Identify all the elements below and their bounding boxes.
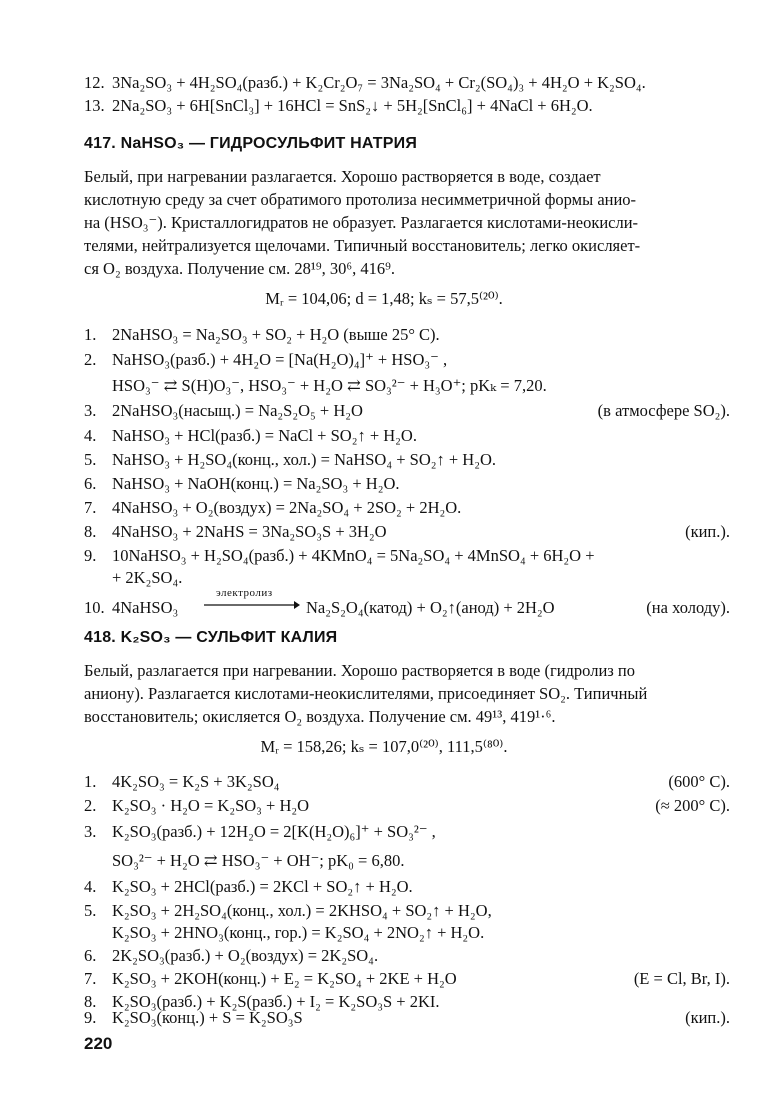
reaction-text: SO₃²⁻ + H₂O ⇄ HSO₃⁻ + OH⁻; pK₀ = 6,80. xyxy=(112,851,405,870)
reaction-text: K₂SO₃ + 2H₂SO₄(конц., хол.) = 2KHSO₄ + SO₂↑ + H₂O, xyxy=(112,901,492,920)
reaction-line xyxy=(0,324,768,346)
reaction-number: 4. xyxy=(84,426,97,445)
reaction-text: NaHSO₃ + H₂SO₄(конц., хол.) = NaHSO₄ + SO₂↑ + H₂O. xyxy=(112,450,497,469)
reaction-line xyxy=(0,521,768,543)
description-line xyxy=(0,235,768,257)
description-line xyxy=(0,166,768,188)
electrolysis-arrow xyxy=(202,587,300,620)
reaction-text: K₂SO₃(разб.) + K₂S(разб.) + I₂ = K₂SO₃S + 2KI. xyxy=(112,992,440,1011)
reaction-line xyxy=(0,900,768,922)
description-line xyxy=(0,660,768,682)
reaction-rhs: Na₂S₂O₄(катод) + O₂↑(анод) + 2H₂O xyxy=(306,598,555,617)
description-text: ся O₂ воздуха. Получение см. 28¹⁹, 30⁶, 416⁹. xyxy=(84,259,395,278)
reaction-line xyxy=(0,876,768,898)
reaction-number: 1. xyxy=(84,325,97,344)
reaction-line xyxy=(0,922,768,944)
reaction-text: 10NaHSO₃ + H₂SO₄(разб.) + 4KMnO₄ = 5Na₂SO₄ + 4MnSO₄ + 6H₂O + xyxy=(112,546,595,565)
description-text: аниону). Разлагается кислотами-неокислителями, присоединяет SO₂. Типичный xyxy=(84,684,648,703)
description-line xyxy=(0,189,768,211)
reaction-text: K₂SO₃ + 2HNO₃(конц., гор.) = K₂SO₄ + 2NO₂↑ + H₂O. xyxy=(112,923,485,942)
reaction-line xyxy=(0,850,768,872)
reaction-number: 8. xyxy=(84,522,97,541)
equation-line xyxy=(0,95,768,117)
reaction-text: 4NaHSO₃ + 2NaHS = 3Na₂SO₃S + 3H₂O xyxy=(112,522,387,541)
reaction-condition: (в атмосфере SO₂). xyxy=(597,401,730,420)
description-text: телями, нейтрализуется щелочами. Типичный восстановитель; легко окисляет- xyxy=(84,236,641,255)
reaction-line xyxy=(0,449,768,471)
reaction-number: 9. xyxy=(84,546,97,565)
reaction-text: K₂SO₃ + 2KOH(конц.) + E₂ = K₂SO₄ + 2KE + H₂O xyxy=(112,969,457,988)
reaction-number: 9. xyxy=(84,1008,97,1027)
properties-line: Mᵣ = 158,26; kₛ = 107,0⁽²⁰⁾, 111,5⁽⁸⁰⁾. xyxy=(260,737,508,756)
reaction-number: 10. xyxy=(84,598,105,617)
reaction-text: 4NaHSO₃ + O₂(воздух) = 2Na₂SO₄ + 2SO₂ + 2H₂O. xyxy=(112,498,462,517)
reaction-text: 2K₂SO₃(разб.) + O₂(воздух) = 2K₂SO₄. xyxy=(112,946,379,965)
reaction-number: 2. xyxy=(84,796,97,815)
reaction-number: 1. xyxy=(84,772,97,791)
description-text: Белый, при нагревании разлагается. Хорошо растворяется в воде, создает xyxy=(84,167,601,186)
reaction-condition: (600° C). xyxy=(668,772,730,791)
reaction-lhs: 4NaHSO₃ xyxy=(112,598,179,617)
reaction-line xyxy=(0,545,768,567)
right-arrow-icon xyxy=(202,590,300,620)
section-heading: 418. K₂SO₃ — СУЛЬФИТ КАЛИЯ xyxy=(84,629,338,646)
reaction-line xyxy=(0,821,768,843)
arrow-label: электролиз xyxy=(216,587,273,599)
reaction-line-electrolysis xyxy=(0,587,768,620)
reaction-line xyxy=(0,425,768,447)
description-text: на (HSO₃⁻). Кристаллогидратов не образует. Разлагается кислотами-неокисли- xyxy=(84,213,639,232)
equation-number: 13. xyxy=(84,96,105,115)
equation-number: 12. xyxy=(84,73,105,92)
page-number: 220 xyxy=(84,1034,113,1053)
reaction-condition: (≈ 200° C). xyxy=(655,796,730,815)
reaction-condition: (E = Cl, Br, I). xyxy=(633,969,730,988)
reaction-number: 5. xyxy=(84,450,97,469)
reaction-text: 2NaHSO₃ = Na₂SO₃ + SO₂ + H₂O (выше 25° C). xyxy=(112,325,440,344)
description-line xyxy=(0,706,768,728)
equation-text: 2Na₂SO₃ + 6H[SnCl₃] + 16HCl = SnS₂↓ + 5H₂[SnCl₆] + 4NaCl + 6H₂O. xyxy=(112,96,593,115)
reaction-condition: (кип.). xyxy=(685,1008,730,1027)
reaction-text: NaHSO₃(разб.) + 4H₂O = [Na(H₂O)₄]⁺ + HSO₃⁻ , xyxy=(112,350,448,369)
reaction-text: K₂SO₃(разб.) + 12H₂O = 2[K(H₂O)₆]⁺ + SO₃²⁻ , xyxy=(112,822,436,841)
equation-line xyxy=(0,72,768,94)
description-text: кислотную среду за счет обратимого протолиза несимметричной формы анио- xyxy=(84,190,637,209)
section-heading: 417. NaHSO₃ — ГИДРОСУЛЬФИТ НАТРИЯ xyxy=(84,135,418,152)
reaction-line xyxy=(0,473,768,495)
reaction-text: K₂SO₃ + 2HCl(разб.) = 2KCl + SO₂↑ + H₂O. xyxy=(112,877,413,896)
reaction-line xyxy=(0,968,768,990)
reaction-text: HSO₃⁻ ⇄ S(H)O₃⁻, HSO₃⁻ + H₂O ⇄ SO₃²⁻ + H₃O⁺; pKₖ = 7,20. xyxy=(112,376,547,395)
equation-text: 3Na₂SO₃ + 4H₂SO₄(разб.) + K₂Cr₂O₇ = 3Na₂SO₄ + Cr₂(SO₄)₃ + 4H₂O + K₂SO₄. xyxy=(112,73,646,92)
reaction-condition: (на холоду). xyxy=(646,598,730,617)
reaction-line xyxy=(0,945,768,967)
reaction-line xyxy=(0,567,768,589)
reaction-text: + 2K₂SO₄. xyxy=(112,568,183,587)
description-line xyxy=(0,683,768,705)
reaction-text: 4K₂SO₃ = K₂S + 3K₂SO₄ xyxy=(112,772,280,791)
properties-line: Mᵣ = 104,06; d = 1,48; kₛ = 57,5⁽²⁰⁾. xyxy=(265,289,503,308)
reaction-line xyxy=(0,349,768,371)
reaction-text: 2NaHSO₃(насыщ.) = Na₂S₂O₅ + H₂O xyxy=(112,401,363,420)
reaction-text: K₂SO₃(конц.) + S = K₂SO₃S xyxy=(112,1008,303,1027)
reaction-line xyxy=(0,497,768,519)
reaction-line xyxy=(0,400,768,422)
reaction-number: 4. xyxy=(84,877,97,896)
reaction-number: 5. xyxy=(84,901,97,920)
reaction-number: 7. xyxy=(84,969,97,988)
reaction-text: NaHSO₃ + HCl(разб.) = NaCl + SO₂↑ + H₂O. xyxy=(112,426,417,445)
reaction-line xyxy=(0,1007,768,1029)
reaction-line xyxy=(0,771,768,793)
reaction-number: 8. xyxy=(84,992,97,1011)
reaction-condition: (кип.). xyxy=(685,522,730,541)
description-line xyxy=(0,258,768,280)
reaction-text: NaHSO₃ + NaOH(конц.) = Na₂SO₃ + H₂O. xyxy=(112,474,400,493)
description-line xyxy=(0,212,768,234)
description-text: восстановитель; окисляется O₂ воздуха. Получение см. 49¹³, 419¹·⁶. xyxy=(84,707,556,726)
reaction-number: 6. xyxy=(84,474,97,493)
reaction-text: K₂SO₃ · H₂O = K₂SO₃ + H₂O xyxy=(112,796,310,815)
reaction-number: 2. xyxy=(84,350,97,369)
reaction-number: 3. xyxy=(84,401,97,420)
reaction-line xyxy=(0,375,768,397)
description-text: Белый, разлагается при нагревании. Хорошо растворяется в воде (гидролиз по xyxy=(84,661,636,680)
reaction-line xyxy=(0,795,768,817)
reaction-number: 7. xyxy=(84,498,97,517)
reaction-number: 6. xyxy=(84,946,97,965)
reaction-number: 3. xyxy=(84,822,97,841)
